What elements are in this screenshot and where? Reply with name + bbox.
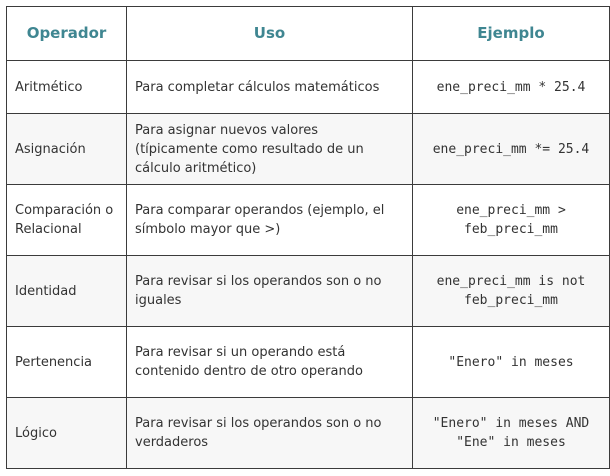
table-row: [7, 185, 610, 256]
example-cell: [413, 114, 610, 185]
header-row: [7, 7, 610, 61]
table-row: [7, 61, 610, 114]
operators-table: [6, 6, 610, 469]
table-row: [7, 327, 610, 398]
example-cell: [413, 61, 610, 114]
example-cell: [413, 398, 610, 469]
operator-cell: Aritmético: [7, 61, 127, 114]
example-cell: [413, 327, 610, 398]
example-code: ene_preci_mm is not feb_preci_mm: [436, 274, 586, 308]
table-body: [7, 61, 610, 469]
use-cell: Para completar cálculos matemáticos: [127, 61, 413, 114]
example-cell: [413, 185, 610, 256]
example-code: ene_preci_mm > feb_preci_mm: [456, 203, 566, 237]
table-header: [7, 7, 610, 61]
example-code: "Enero" in meses: [448, 354, 574, 370]
table-row: [7, 256, 610, 327]
operator-cell: Asignación: [7, 114, 127, 185]
operator-cell: Identidad: [7, 256, 127, 327]
use-cell: Para revisar si un operando está contenido dentro de otro operando: [127, 327, 413, 398]
use-cell: Para comparar operandos (ejemplo, el símbolo mayor que >): [127, 185, 413, 256]
operator-cell: Pertenencia: [7, 327, 127, 398]
example-code: ene_preci_mm *= 25.4: [432, 141, 590, 157]
example-code: ene_preci_mm * 25.4: [436, 79, 586, 95]
operator-cell: Lógico: [7, 398, 127, 469]
header-example: Ejemplo: [413, 7, 610, 61]
header-use: Uso: [127, 7, 413, 61]
table-row: [7, 398, 610, 469]
example-cell: [413, 256, 610, 327]
header-operator: Operador: [7, 7, 127, 61]
example-code: "Enero" in meses AND "Ene" in meses: [432, 416, 590, 450]
use-cell: Para asignar nuevos valores (típicamente como resultado de un cálculo aritmético): [127, 114, 413, 185]
operator-cell: Comparación o Relacional: [7, 185, 127, 256]
use-cell: Para revisar si los operandos son o no iguales: [127, 256, 413, 327]
table-row: [7, 114, 610, 185]
use-cell: Para revisar si los operandos son o no verdaderos: [127, 398, 413, 469]
